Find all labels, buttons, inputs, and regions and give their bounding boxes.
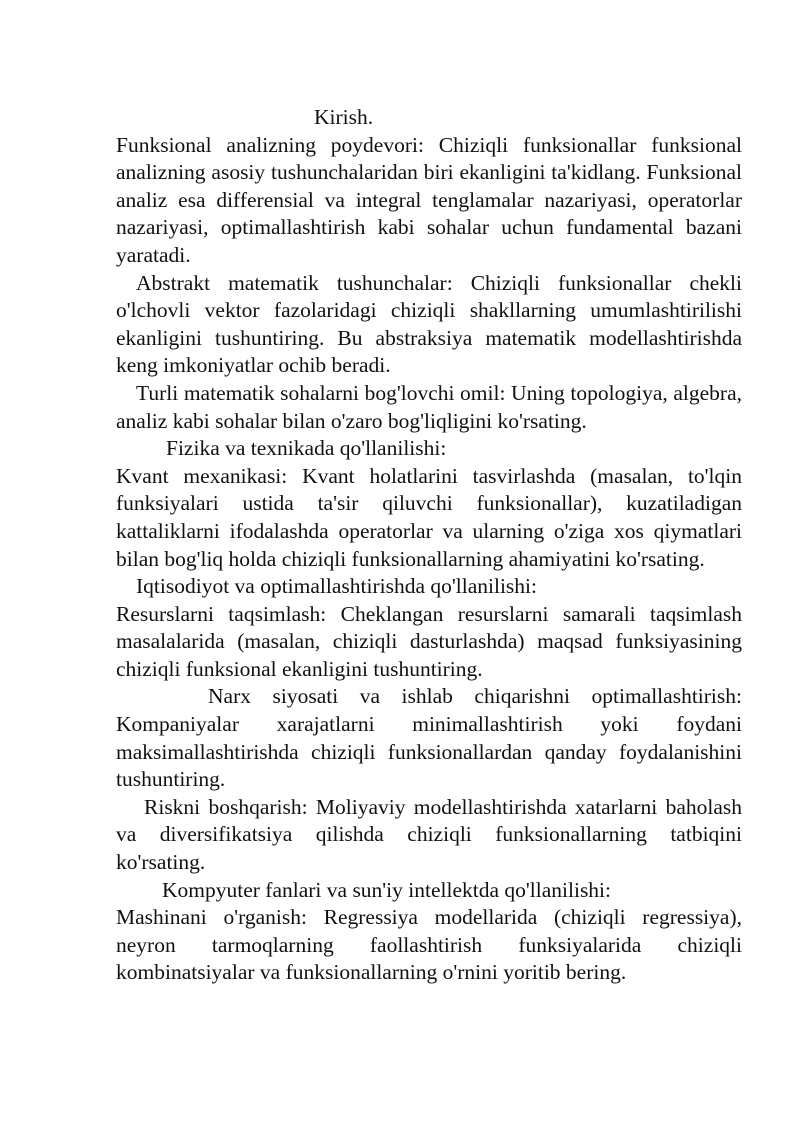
paragraph-resource-allocation: Resurslarni taqsimlash: Cheklangan resurslarni samarali taqsimlash masalalarida (masalan, chiziqli dasturlashda) maqsad funksiyasining chiziqli funksional ekanligini tushuntiring. bbox=[116, 601, 742, 681]
paragraph-foundation: Funksional analizning poydevori: Chiziqli funksionallar funksional analizning asosiy tushunchalaridan biri ekanligini ta'kidlang. Funksional analiz esa differensial va integral tenglamalar nazariyasi, operatorlar nazariyasi, optimallashtirish kabi sohalar uchun fundamental bazani yaratadi. bbox=[116, 132, 742, 267]
document-title: Kirish. bbox=[314, 105, 374, 129]
paragraph-quantum-mechanics: Kvant mexanikasi: Kvant holatlarini tasvirlashda (masalan, to'lqin funksiyalari ustida ta'sir qiluvchi funksionallar), kuzatiladigan kattaliklarni ifodalashda operatorlar va ularning o'ziga xos qiymatlari bilan bog'liq holda chiziqli funksionallarning ahamiyatini ko'rsating. bbox=[116, 463, 742, 571]
paragraph-abstract-concepts: Abstrakt matematik tushunchalar: Chiziqli funksionallar chekli o'lchovli vektor fazolaridagi chiziqli shakllarning umumlashtirilishi ekanligini tushuntiring. Bu abstraksiya matematik modellashtirishda keng imkoniyatlar ochib beradi. bbox=[116, 270, 742, 378]
paragraph-connecting-factor: Turli matematik sohalarni bog'lovchi omil: Uning topologiya, algebra, analiz kabi sohalar bilan o'zaro bog'liqligini ko'rsating. bbox=[116, 380, 742, 433]
document-page bbox=[116, 104, 742, 987]
paragraph-machine-learning: Mashinani o'rganish: Regressiya modellarida (chiziqli regressiya), neyron tarmoqlarning faollashtirish funksiyalarida chiziqli kombinatsiyalar va funksionallarning o'rnini yoritib bering. bbox=[116, 905, 742, 985]
paragraph-risk-management: Riskni boshqarish: Moliyaviy modellashtirishda xatarlarni baholash va diversifikatsiya qilishda chiziqli funksionallarning tatbiqini ko'rsating. bbox=[116, 794, 742, 875]
heading-physics: Fizika va texnikada qo'llanilishi: bbox=[166, 436, 447, 461]
paragraph-price-policy: Narx siyosati va ishlab chiqarishni optimallashtirish: Kompaniyalar xarajatlarni minimallashtirish yoki foydani maksimallashtirishda chiziqli funksionallardan qanday foydalanishini tushuntiring. bbox=[116, 684, 742, 792]
heading-economics: Iqtisodiyot va optimallashtirishda qo'llanilishi: bbox=[136, 574, 537, 599]
heading-computer-science: Kompyuter fanlari va sun'iy intellektda qo'llanilishi: bbox=[162, 877, 612, 902]
